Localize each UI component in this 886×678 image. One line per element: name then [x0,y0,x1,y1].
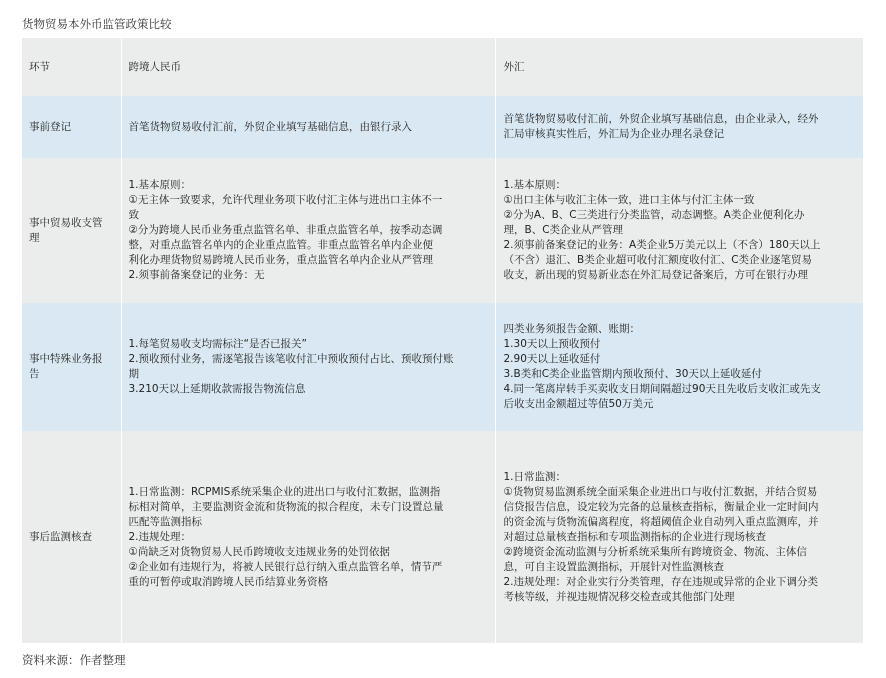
rmb-cell [121,303,495,431]
cell-line: 1.日常监测：RCPMIS系统采集企业的进出口与收付汇数据，监测指 [128,485,441,498]
cell-line: ①出口主体与收汇主体一致，进口主体与付汇主体一致 [503,194,755,206]
rmb-cell [121,96,495,158]
table-row [22,96,863,158]
stage-text: 事中贸易收支管 [29,216,103,229]
cell-line: 对超过总量核查指标和专项监测指标的企业进行现场核查 [503,530,766,543]
table-header-row [22,38,863,96]
cell-line: ①货物贸易监测系统全面采集企业进出口与收付汇数据，并结合贸易 [503,485,818,498]
cell-line: 标相对简单，主要监测资金流和货物流的拟合程度，未专门设置总量 [128,500,444,513]
cell-line: 1.日常监测： [503,470,567,483]
header-stage: 环节 [22,38,121,96]
rmb-cell [121,431,495,643]
fx-cell [495,96,863,158]
cell-line: 四类业务须报告金额、账期： [503,323,640,335]
cell-line: 1.30天以上预收预付 [503,338,601,350]
stage-text: 事中特殊业务报 [29,353,103,365]
cell-line: 3.210天以上延期收款需报告物流信息 [128,383,306,395]
cell-line: 期 [128,368,139,380]
rmb-cell [121,158,495,303]
stage-cell [22,96,121,158]
cell-line: ①尚缺乏对货物贸易人民币跨境收支违规业务的处罚依据 [128,545,390,558]
policy-comparison-table [22,38,864,643]
cell-line: 1.每笔贸易收支均需标注“是否已报关” [128,338,307,350]
header-rmb: 跨境人民币 [121,38,495,96]
cell-line: ①无主体一致要求，允许代理业务项下收付汇主体与进出口主体不一 [128,194,443,206]
cell-line: 2.预收预付业务，需逐笔报告该笔收付汇中预收预付占比、预收预付账 [128,353,454,365]
table-row [22,158,863,303]
cell-line: 1.基本原则： [128,179,192,191]
fx-cell [495,158,863,303]
cell-line: 汇局审核真实性后，外汇局为企业办理名录登记 [503,128,724,140]
stage-cell [22,431,121,643]
cell-line: 匹配等监测指标 [128,515,202,528]
cell-line: 4.同一笔离岸转手买卖收支日期间隔超过90天且先收后支收汇或先支 [503,383,821,395]
cell-line: 信贷报告信息，设定较为完备的总量核查指标，衡量企业一定时间内 [503,500,819,513]
fx-cell [495,431,863,643]
stage-cell [22,303,121,431]
stage-text: 事前登记 [29,120,71,133]
cell-line: 2.违规处理：对企业实行分类管理，存在违规或异常的企业下调分类 [503,575,819,588]
page-title: 货物贸易本外币监管政策比较 [22,17,172,31]
source-note: 资料来源：作者整理 [22,653,126,667]
table-row [22,431,863,643]
cell-line: 考核等级，并视违规情况移交检查或其他部门处理 [503,590,735,603]
cell-line: 收支，新出现的贸易新业态在外汇局登记备案后，方可在银行办理 [503,269,808,281]
cell-line: 1.基本原则： [503,179,567,191]
cell-line: 2.须事前备案登记的业务：A类企业5万美元以上（不含）180天以上 [503,239,821,251]
cell-line: 重的可暂停或取消跨境人民币结算业务资格 [128,575,328,588]
cell-line: 2.90天以上延收延付 [503,353,601,365]
cell-line: 的资金流与货物流偏离程度，将超阈值企业自动列入重点监测库，并 [503,515,819,528]
cell-line: 后收支出金额超过等值50万美元 [503,398,654,410]
cell-line: 3.B类和C类企业监管期内预收预付、30天以上延收延付 [503,368,762,380]
cell-line: ②企业如有违规行为，将被人民银行总行纳入重点监管名单，情节严 [128,560,443,573]
stage-text: 告 [29,368,40,380]
stage-text: 理 [29,231,40,244]
table-row [22,303,863,431]
cell-line: 2.须事前备案登记的业务：无 [128,269,265,281]
cell-line: 2.违规处理： [128,530,192,543]
cell-line: 息，可自主设置监测指标，开展针对性监测核查 [503,560,724,573]
stage-cell [22,158,121,303]
cell-line: 整，对重点监管名单内的企业重点监管。非重点监管名单内企业便 [128,239,433,251]
cell-line: ②分为跨境人民币业务重点监管名单、非重点监管名单，按季动态调 [128,224,443,236]
cell-line: （不含）退汇、B类企业超可收付汇额度收付汇、C类企业逐笔贸易 [503,254,813,266]
cell-line: 理，B、C类企业从严管理 [503,224,624,236]
cell-line: 致 [128,209,139,221]
cell-line: 首笔货物贸易收付汇前，外贸企业填写基础信息，由企业录入，经外 [503,113,819,125]
cell-line: ②跨境资金流动监测与分析系统采集所有跨境资金、物流、主体信 [503,545,807,558]
header-fx: 外汇 [495,38,863,96]
cell-line: 利化办理货物贸易跨境人民币业务，重点监管名单内企业从严管理 [128,254,433,266]
cell-line: ②分为A、B、C三类进行分类监管，动态调整。A类企业便利化办 [503,209,805,221]
cell-line: 首笔货物贸易收付汇前，外贸企业填写基础信息，由银行录入 [128,120,412,133]
stage-text: 事后监测核查 [29,530,92,543]
fx-cell [495,303,863,431]
